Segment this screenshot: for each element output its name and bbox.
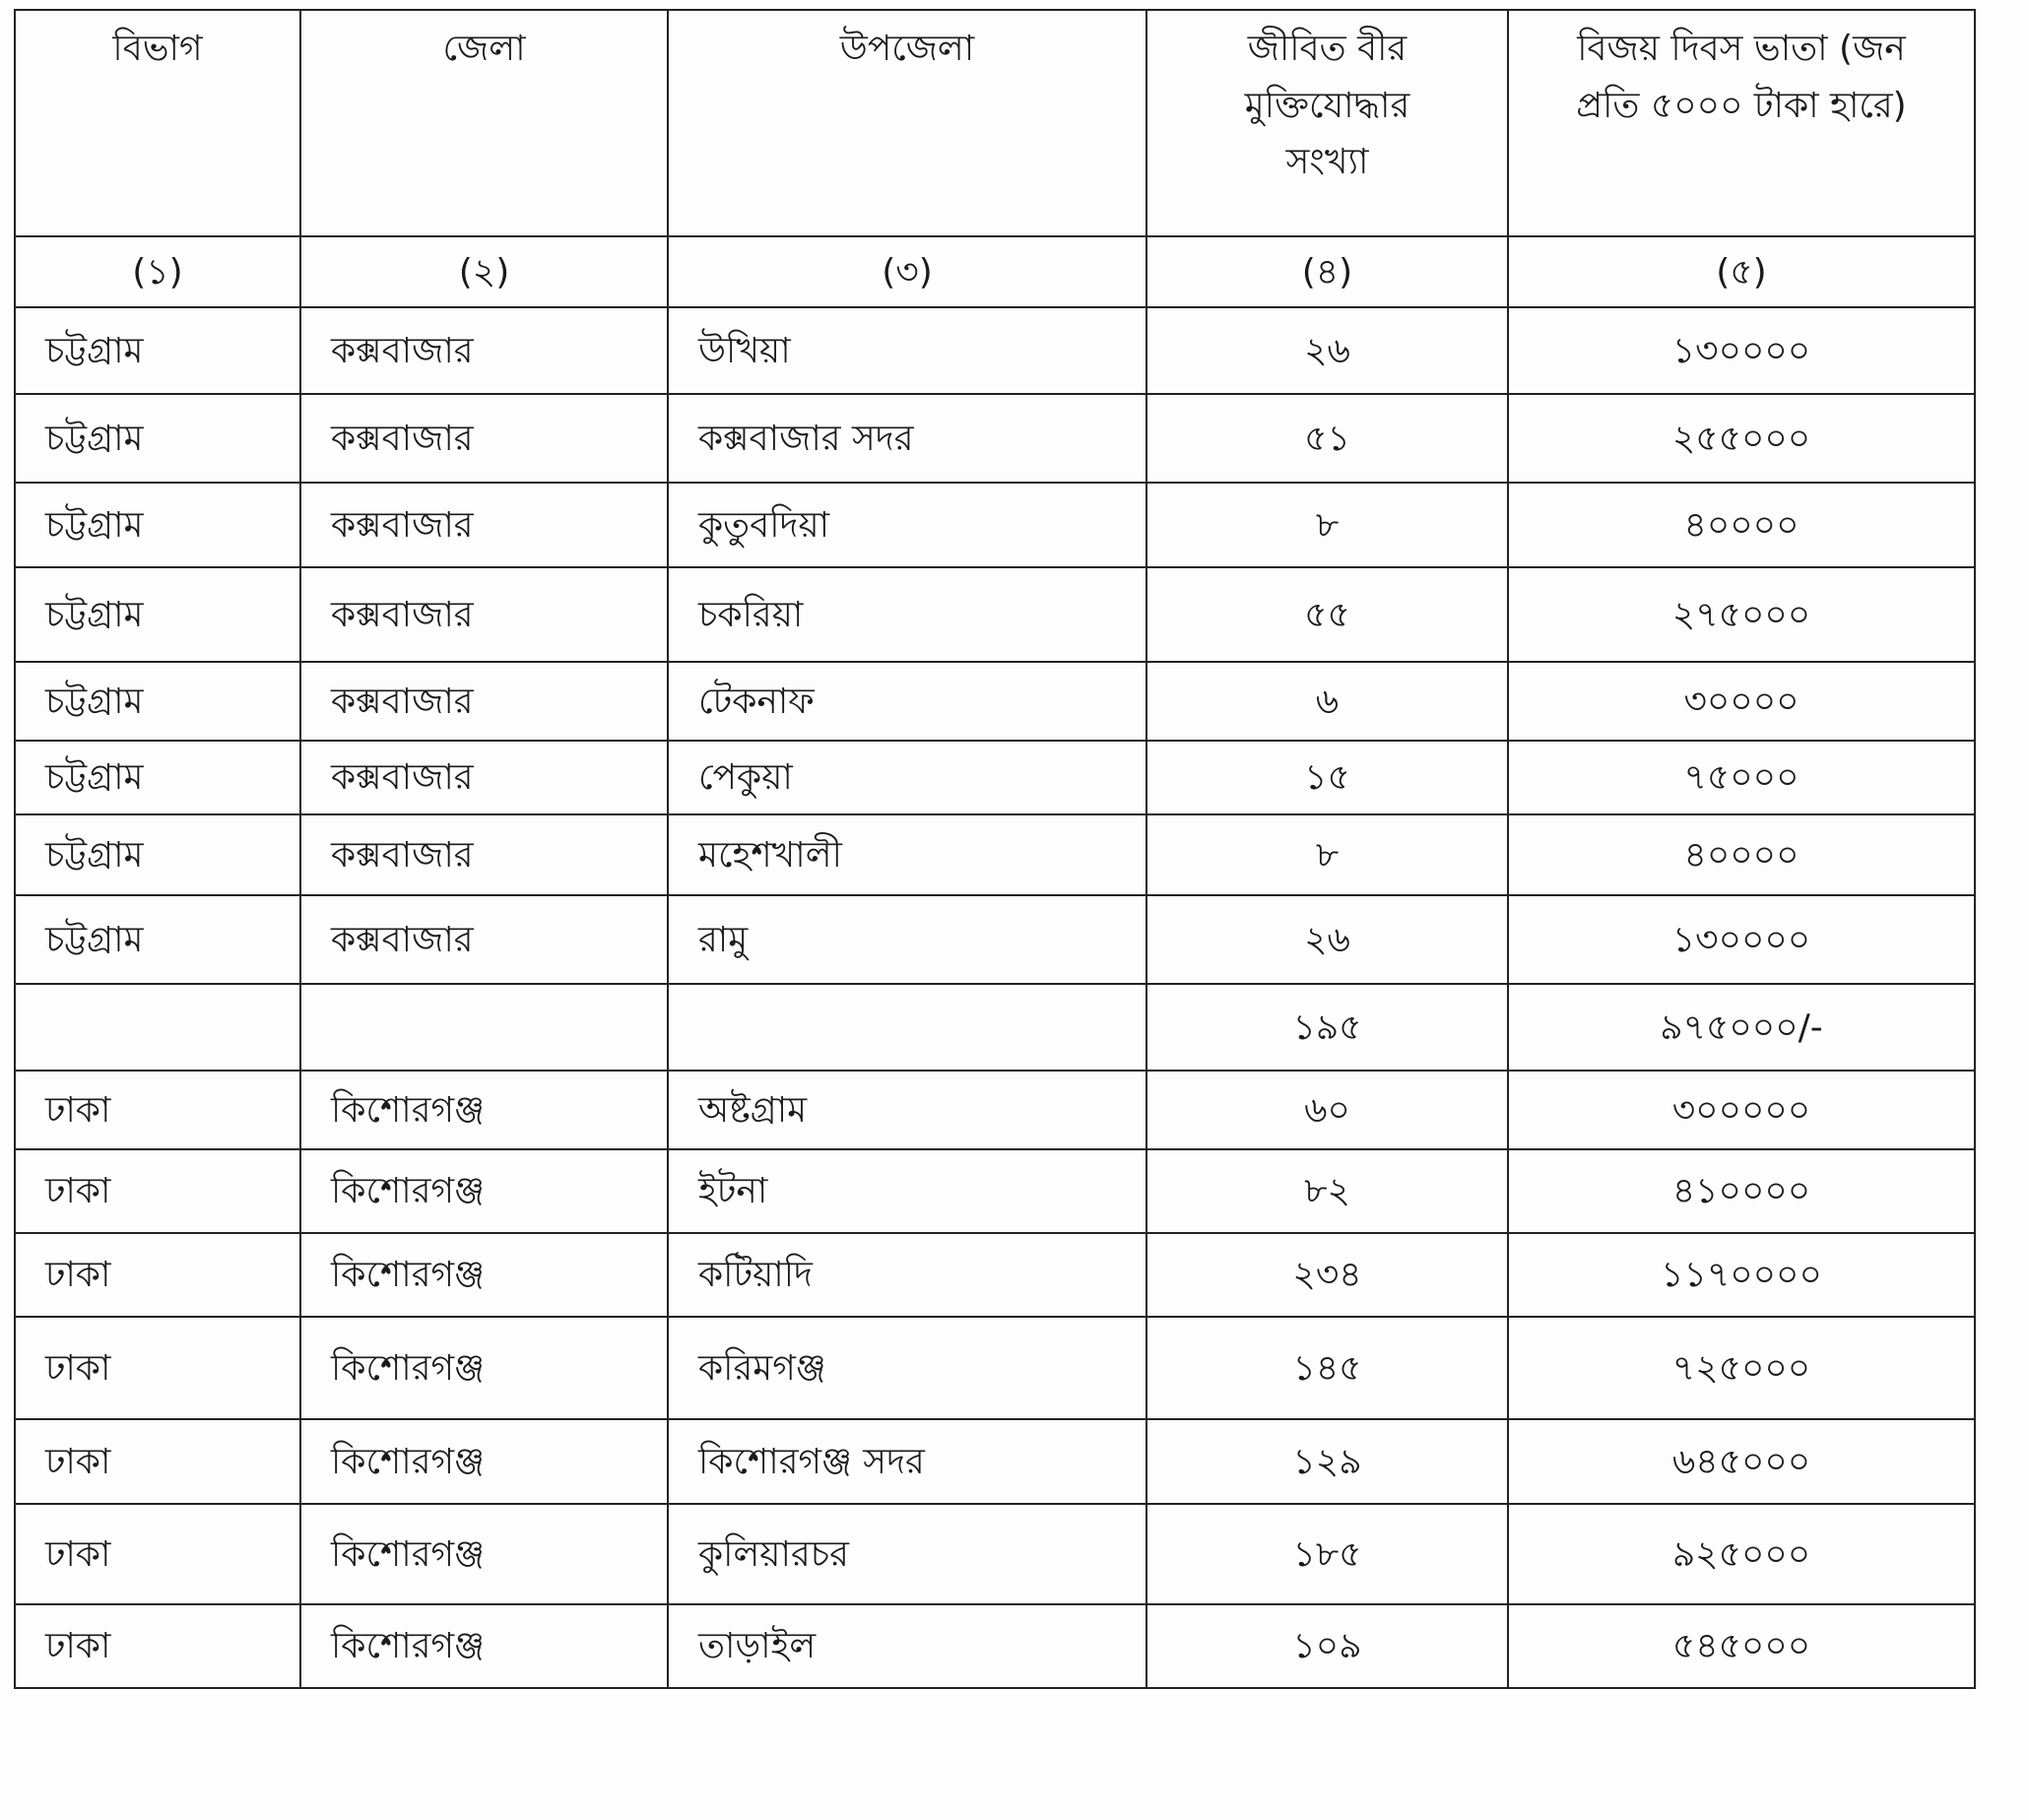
table-row (15, 307, 1975, 394)
count-cell: ২৩৪ (1146, 1233, 1508, 1317)
header-district (300, 10, 668, 236)
count-cell: ২৬ (1146, 307, 1508, 394)
header-division (15, 10, 300, 236)
table-row (15, 394, 1975, 483)
allowance-cell: ৩০০০০০ (1508, 1071, 1975, 1149)
table-row (15, 1504, 1975, 1604)
division-cell: ঢাকা (15, 1317, 300, 1419)
table-row (15, 1233, 1975, 1317)
count-cell: ৫৫ (1146, 567, 1508, 662)
allowance-table (14, 9, 1976, 1689)
allowance-cell: ২৫৫০০০ (1508, 394, 1975, 483)
district-cell: কিশোরগঞ্জ (300, 1317, 668, 1419)
table-body (15, 10, 1975, 1688)
district-cell: কক্সবাজার (300, 483, 668, 567)
allowance-cell: ৪০০০০ (1508, 483, 1975, 567)
subtotal-row (15, 984, 1975, 1071)
division-cell: ঢাকা (15, 1604, 300, 1688)
upazila-cell: রামু (668, 895, 1146, 984)
count-cell: ১২৯ (1146, 1419, 1508, 1504)
count-cell: ৮ (1146, 483, 1508, 567)
allowance-cell: ১১৭০০০০ (1508, 1233, 1975, 1317)
division-cell: চট্টগ্রাম (15, 394, 300, 483)
upazila-cell: করিমগঞ্জ (668, 1317, 1146, 1419)
division-cell: চট্টগ্রাম (15, 567, 300, 662)
district-cell: কক্সবাজার (300, 662, 668, 741)
upazila-cell: কুলিয়ারচর (668, 1504, 1146, 1604)
district-cell: কিশোরগঞ্জ (300, 1149, 668, 1233)
upazila-cell: পেকুয়া (668, 741, 1146, 814)
upazila-cell: কুতুবদিয়া (668, 483, 1146, 567)
upazila-cell: কিশোরগঞ্জ সদর (668, 1419, 1146, 1504)
division-cell: ঢাকা (15, 1233, 300, 1317)
header-text: মুক্তিযোদ্ধার (1244, 85, 1410, 126)
header-upazila (668, 10, 1146, 236)
upazila-cell: ইটনা (668, 1149, 1146, 1233)
table-row (15, 567, 1975, 662)
header-text: বিভাগ (112, 29, 203, 69)
district-cell: কিশোরগঞ্জ (300, 1419, 668, 1504)
district-cell: কিশোরগঞ্জ (300, 1504, 668, 1604)
division-cell: চট্টগ্রাম (15, 741, 300, 814)
district-cell: কক্সবাজার (300, 394, 668, 483)
division-cell: ঢাকা (15, 1504, 300, 1604)
count-cell: ৬ (1146, 662, 1508, 741)
upazila-cell: মহেশখালী (668, 814, 1146, 895)
count-cell: ১৫ (1146, 741, 1508, 814)
upazila-cell (668, 984, 1146, 1071)
count-cell: ১৪৫ (1146, 1317, 1508, 1419)
count-cell: ৫১ (1146, 394, 1508, 483)
allowance-cell: ২৭৫০০০ (1508, 567, 1975, 662)
table-row (15, 895, 1975, 984)
column-number: (৫) (1508, 236, 1975, 307)
column-number: (১) (15, 236, 300, 307)
header-text: জীবিত বীর (1247, 29, 1407, 69)
division-cell: চট্টগ্রাম (15, 662, 300, 741)
table-row (15, 1419, 1975, 1504)
count-cell: ১০৯ (1146, 1604, 1508, 1688)
count-cell: ৮২ (1146, 1149, 1508, 1233)
allowance-cell: ১৩০০০০ (1508, 895, 1975, 984)
table-row (15, 741, 1975, 814)
table-row (15, 1317, 1975, 1419)
header-text: সংখ্যা (1285, 142, 1369, 183)
allowance-cell: ৬৪৫০০০ (1508, 1419, 1975, 1504)
header-freedom-fighter-count (1146, 10, 1508, 236)
allowance-cell: ৯৭৫০০০/- (1508, 984, 1975, 1071)
upazila-cell: উখিয়া (668, 307, 1146, 394)
district-cell: কক্সবাজার (300, 814, 668, 895)
division-cell: ঢাকা (15, 1419, 300, 1504)
upazila-cell: চকরিয়া (668, 567, 1146, 662)
upazila-cell: তাড়াইল (668, 1604, 1146, 1688)
upazila-cell: অষ্টগ্রাম (668, 1071, 1146, 1149)
table-row (15, 1149, 1975, 1233)
allowance-cell: ৪০০০০ (1508, 814, 1975, 895)
header-row (15, 10, 1975, 236)
table-row (15, 662, 1975, 741)
allowance-cell: ১৩০০০০ (1508, 307, 1975, 394)
header-victory-day-allowance (1508, 10, 1975, 236)
allowance-cell: ৯২৫০০০ (1508, 1504, 1975, 1604)
table-row (15, 483, 1975, 567)
allowance-cell: ৭৫০০০ (1508, 741, 1975, 814)
district-cell (300, 984, 668, 1071)
upazila-cell: কক্সবাজার সদর (668, 394, 1146, 483)
upazila-cell: টেকনাফ (668, 662, 1146, 741)
column-number-row (15, 236, 1975, 307)
count-cell: ৮ (1146, 814, 1508, 895)
header-text: উপজেলা (839, 29, 975, 69)
district-cell: কিশোরগঞ্জ (300, 1233, 668, 1317)
allowance-cell: ৩০০০০ (1508, 662, 1975, 741)
count-cell: ২৬ (1146, 895, 1508, 984)
district-cell: কিশোরগঞ্জ (300, 1604, 668, 1688)
allowance-cell: ৭২৫০০০ (1508, 1317, 1975, 1419)
column-number: (২) (300, 236, 668, 307)
division-cell: চট্টগ্রাম (15, 895, 300, 984)
column-number: (৩) (668, 236, 1146, 307)
header-text: প্রতি ৫০০০ টাকা হারে) (1576, 85, 1907, 126)
district-cell: কক্সবাজার (300, 741, 668, 814)
count-cell: ১৮৫ (1146, 1504, 1508, 1604)
district-cell: কিশোরগঞ্জ (300, 1071, 668, 1149)
district-cell: কক্সবাজার (300, 895, 668, 984)
division-cell (15, 984, 300, 1071)
table-row (15, 814, 1975, 895)
division-cell: ঢাকা (15, 1071, 300, 1149)
header-text: জেলা (442, 29, 526, 69)
upazila-cell: কটিয়াদি (668, 1233, 1146, 1317)
division-cell: ঢাকা (15, 1149, 300, 1233)
district-cell: কক্সবাজার (300, 567, 668, 662)
allowance-cell: ৫৪৫০০০ (1508, 1604, 1975, 1688)
count-cell: ১৯৫ (1146, 984, 1508, 1071)
division-cell: চট্টগ্রাম (15, 483, 300, 567)
count-cell: ৬০ (1146, 1071, 1508, 1149)
column-number: (৪) (1146, 236, 1508, 307)
table-row (15, 1071, 1975, 1149)
division-cell: চট্টগ্রাম (15, 307, 300, 394)
division-cell: চট্টগ্রাম (15, 814, 300, 895)
district-cell: কক্সবাজার (300, 307, 668, 394)
table-row (15, 1604, 1975, 1688)
header-text: বিজয় দিবস ভাতা (জন (1577, 29, 1906, 69)
allowance-cell: ৪১০০০০ (1508, 1149, 1975, 1233)
